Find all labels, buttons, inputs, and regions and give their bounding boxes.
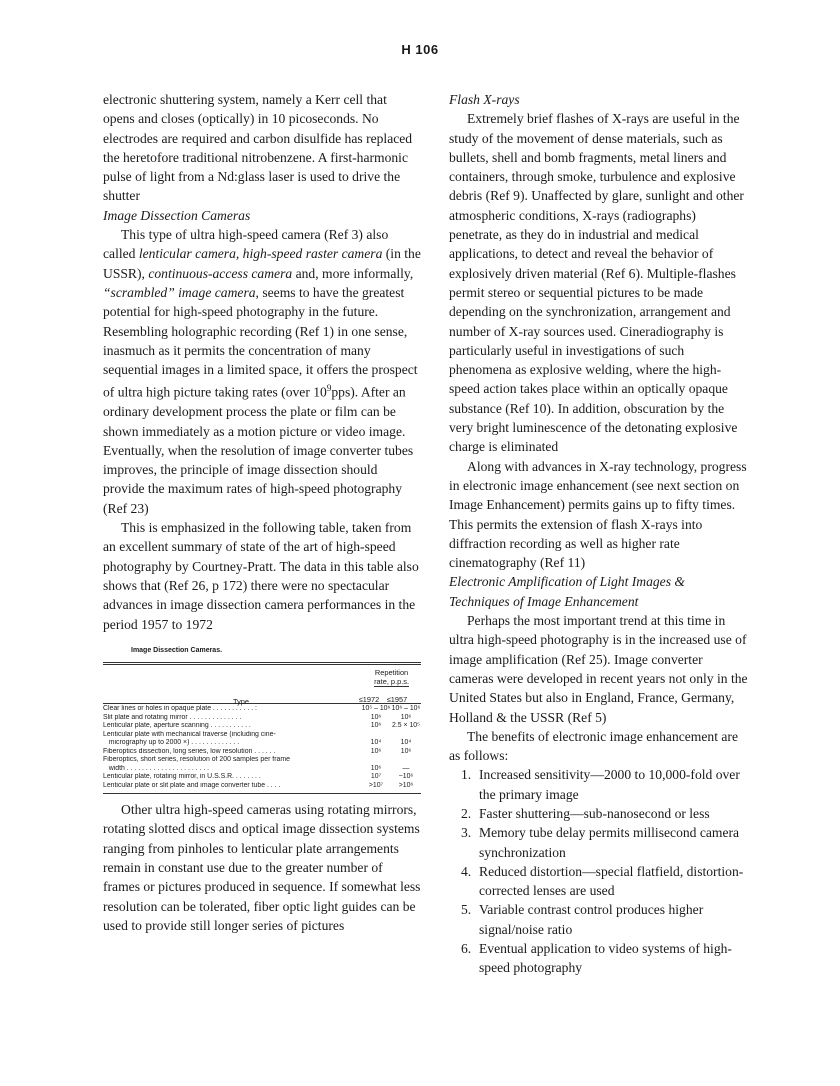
paragraph-flash-x-rays: Extremely brief flashes of X-rays are useful in the study of the movement of dense materials, such as bullets, shell and bomb fragments, metal liners and containers, through smoke, turbulence and explosive debris (Ref 9). Unaffected by glare, sunlight and other atmospheric conditions, X-rays (radiographs) penetrate, as they do in industrial and medical applications, to detect and reveal the behavior of explosively driven material (Ref 6). Multiple-flashes permit stereo or sequential pictures to be made depending on the synchronization, arrangement and number of X-ray sources used. Cineradiography is particularly useful in investigations of such phenomena as explosive welding, where the high-speed action takes place within an optically opaque substance (Ref 10). In addition, obscuration by the very bright luminescence of the detonating explosive charge is eliminated bbox=[449, 111, 744, 455]
table-caption: Image Dissection Cameras. bbox=[131, 646, 223, 654]
list-item: 3. Memory tube delay permits millisecond camera synchronization bbox=[461, 825, 740, 860]
paragraph-image-amplification: Perhaps the most important trend at this time in ultra high-speed photography is in the increased use of image amplification (Ref 25). Image converter cameras were developed in recent years not only in the United States but also in England, France, Germany, Holland & the USSR (Ref 5) bbox=[449, 613, 748, 725]
table-row: Fiberoptics, short series, resolution of 200 samples per frame bbox=[103, 756, 290, 764]
page-number-header: H 106 bbox=[401, 42, 439, 57]
heading-electronic-amplification: Electronic Amplification of Light Images & Techniques of Image Enhancement bbox=[449, 574, 685, 609]
list-item: 5. Variable contrast control produces higher signal/noise ratio bbox=[461, 902, 704, 937]
table-row: Lenticular plate, rotating mirror, in U.S.S.R. . . . . . . . 10⁷ ~10⁶ bbox=[103, 773, 414, 781]
header-repetition-rate: Repetition rate, p.p.s. bbox=[374, 668, 409, 687]
table-row: Slit plate and rotating mirror . . . . . . . . . . . . . . 10⁶ 10⁶ bbox=[103, 713, 412, 721]
table-body bbox=[103, 704, 421, 793]
table-row: Fiberoptics dissection, long series, low resolution . . . . . . 10⁶ 10⁶ bbox=[103, 747, 412, 755]
table-row: Lenticular plate, aperture scanning . . . . . . . . . . . 10⁶ 2.5 × 10⁵ bbox=[103, 722, 420, 730]
table-row: width . . . . . . . . . . . . . . . . . . . . . . 10⁶ — bbox=[103, 764, 410, 772]
heading-image-dissection-cameras: Image Dissection Cameras bbox=[103, 207, 251, 223]
paragraph-benefits-intro: The benefits of electronic image enhancement are as follows: bbox=[449, 728, 738, 764]
header-1972: ≤1972 bbox=[358, 695, 380, 705]
paragraph-xray-advances: Along with advances in X-ray technology, progress in electronic image enhancement (see next section on Image Enhancement) permits gains up to fifty times. This permits the extension of flash X-rays into diffraction recording as well as higher rate cinematography (Ref 11) bbox=[449, 458, 747, 571]
image-dissection-table bbox=[103, 641, 421, 794]
paragraph-table-intro: This is emphasized in the following table, taken from an excellent summary of state of the art of high-speed photography by Courtney-Pratt. The data in this table also shows that (Ref 26, p 172) there were no spectacular advances in image dissection camera performances in the period 1957 to 1972 bbox=[103, 520, 419, 632]
table-row: Clear lines or holes in opaque plate . . . . . . . . . . . : 10⁵ – 10⁶ 10⁶ – 10⁶ bbox=[103, 705, 421, 713]
list-item: 1. Increased sensitivity—2000 to 10,000-fold over the primary image bbox=[461, 767, 740, 802]
table-row: Lenticular plate with mechanical traverse (including cine- bbox=[103, 730, 276, 738]
right-column bbox=[449, 90, 749, 978]
list-item: 6. Eventual application to video systems of high-speed photography bbox=[461, 941, 732, 976]
list-item: 4. Reduced distortion—special flatfield, distortion-corrected lenses are used bbox=[461, 863, 744, 899]
heading-flash-x-rays: Flash X-rays bbox=[449, 92, 520, 107]
table-header bbox=[103, 665, 421, 707]
header-1957: ≤1957 bbox=[386, 695, 408, 705]
list-item: 2. Faster shuttering—sub-nanosecond or less bbox=[461, 805, 710, 821]
left-column bbox=[103, 90, 421, 935]
table-row: Lenticular plate or slit plate and image converter tube . . . . >10⁷ >10⁶ bbox=[103, 781, 414, 789]
paragraph-kerr-cell: electronic shuttering system, namely a Kerr cell that opens and closes (optically) in 10 picoseconds. No electrodes are required and carbon disulfide has replaced the heretofore traditional nitrobenzene. A first-harmonic pulse of light from a Nd:glass laser is used to drive the shutter bbox=[103, 92, 413, 204]
header-type: Type bbox=[233, 697, 250, 707]
benefits-list bbox=[449, 765, 749, 977]
paragraph-image-dissection: This type of ultra high-speed camera (Ref 3) also called lenticular camera, high-speed raster camera (in the USSR), continuous-access camera and, more informally, “scrambled” image camera, seems to have the greatest potential for high-speed photography in the future. Resembling holographic recording (Ref 1) in one sense, inasmuch as it permits the concentration of many sequential images in a limited space, it offers the prospect of ultra high picture taking rates (over $10^9pps$). After an ordinary development process the plate or film can be shown immediately as a motion picture or video image. Eventually, when the resolution of image converter tubes improves, the principle of image dissection should provide the maximum rates of high-speed photography (Ref 23) bbox=[103, 227, 421, 516]
table-row: micrography up to 2000 ×) . . . . . . . . . . . . . 10⁴ 10⁴ bbox=[103, 739, 412, 747]
paragraph-other-cameras: Other ultra high-speed cameras using rotating mirrors, rotating slotted discs and optical image dissection systems ranging from pinholes to lenticular plate arrangements remain in constant use due to the greater number of frames or pictures produced in sequence. If somewhat less resolution can be tolerated, fiber optic light guides can be used to provide still longer series of pictures bbox=[103, 802, 421, 933]
